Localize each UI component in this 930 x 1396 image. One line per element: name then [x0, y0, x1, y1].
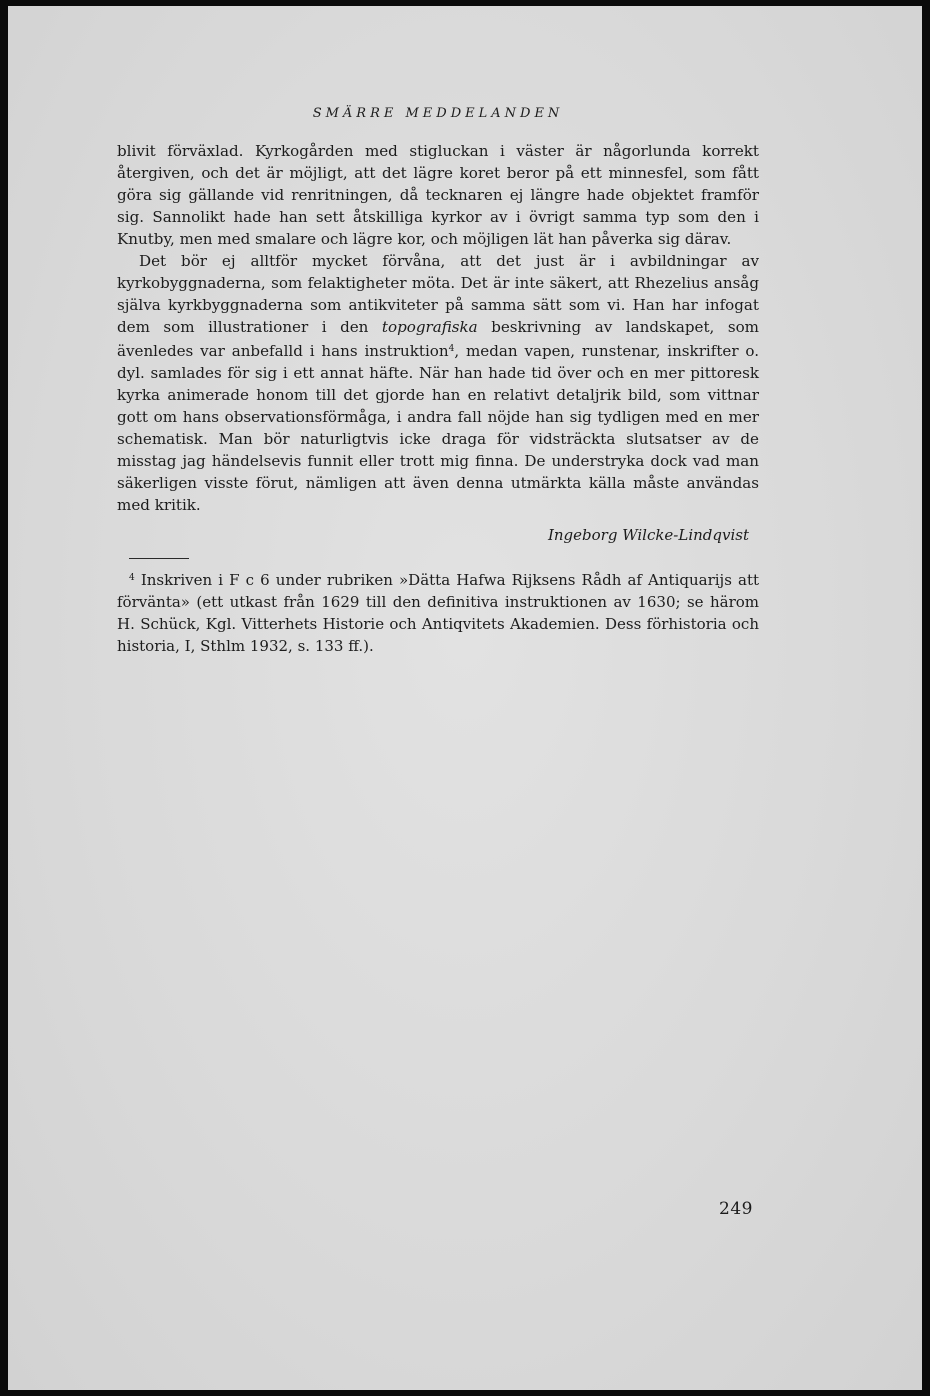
running-head: SMÄRRE MEDDELANDEN	[312, 106, 564, 121]
footnote-marker: 4	[129, 573, 135, 583]
footnote-reference[interactable]: 4	[448, 344, 455, 354]
page-sheet	[8, 6, 922, 1390]
footnote-body: Inskriven i F c 6 under rubriken »Dätta Hafwa Rijksens Rådh af Antiquarijs att förvänta» (ett utkast från 1629 till den definitiva instruktionen av 1630; se härom H. Schück, Kgl. Vitterhets Historie och Antiqvitets Akademien. Dess förhistoria och historia, I, Sthlm 1932, s. 133 ff.).	[117, 571, 759, 655]
footnote-rule	[129, 558, 189, 559]
paragraph-2-italic: topografiska	[381, 318, 478, 336]
footnote-text	[117, 567, 759, 657]
paragraph-2-part-3: , medan vapen, runstenar, inskrifter o. dyl. samlades för sig i ett annat häfte. När han hade tid över och en mer pittoresk kyrka animerade honom till det gjorde han en relativt detaljrik bild, som vittnar gott om hans observationsförmåga, i andra fall nöjde han sig tydligen med en mer schematisk. Man bör naturligtvis icke draga för vidsträckta slutsatser av de misstag jag händelsevis funnit eller trott mig finna. De understryka dock vad man säkerligen visste förut, nämligen att även denna utmärkta källa måste användas med kritik.	[117, 342, 759, 514]
page-content	[117, 106, 759, 657]
paragraph-2-part-2: beskrivning av landskapet, som ävenledes var anbefalld i hans instruktion	[117, 318, 759, 360]
body-text	[117, 140, 759, 516]
paragraph-2	[117, 250, 759, 516]
paragraph-2-part-1: Det bör ej alltför mycket förvåna, att det just är i avbildningar av kyrkobyggnaderna, som felaktigheter möta. Det är inte säkert, att Rhezelius ansåg själva kyrkbyggnaderna som antikviteter på samma sätt som vi. Han har infogat dem som illustrationer i den	[117, 252, 759, 336]
paragraph-1: blivit förväxlad. Kyrkogården med stigluckan i väster är någorlunda korrekt återgiven, och det är möjligt, att det lägre koret beror på ett minnesfel, som fått göra sig gällande vid renritningen, då tecknaren ej längre hade objektet framför sig. Sannolikt hade han sett åtskilliga kyrkor av i övrigt samma typ som den i Knutby, men med smalare och lägre kor, och möjligen lät han påverka sig därav.	[117, 142, 759, 248]
footnote	[117, 567, 759, 657]
page-number: 249	[719, 1199, 753, 1219]
author-signature: Ingeborg Wilcke-Lindqvist	[547, 526, 749, 544]
